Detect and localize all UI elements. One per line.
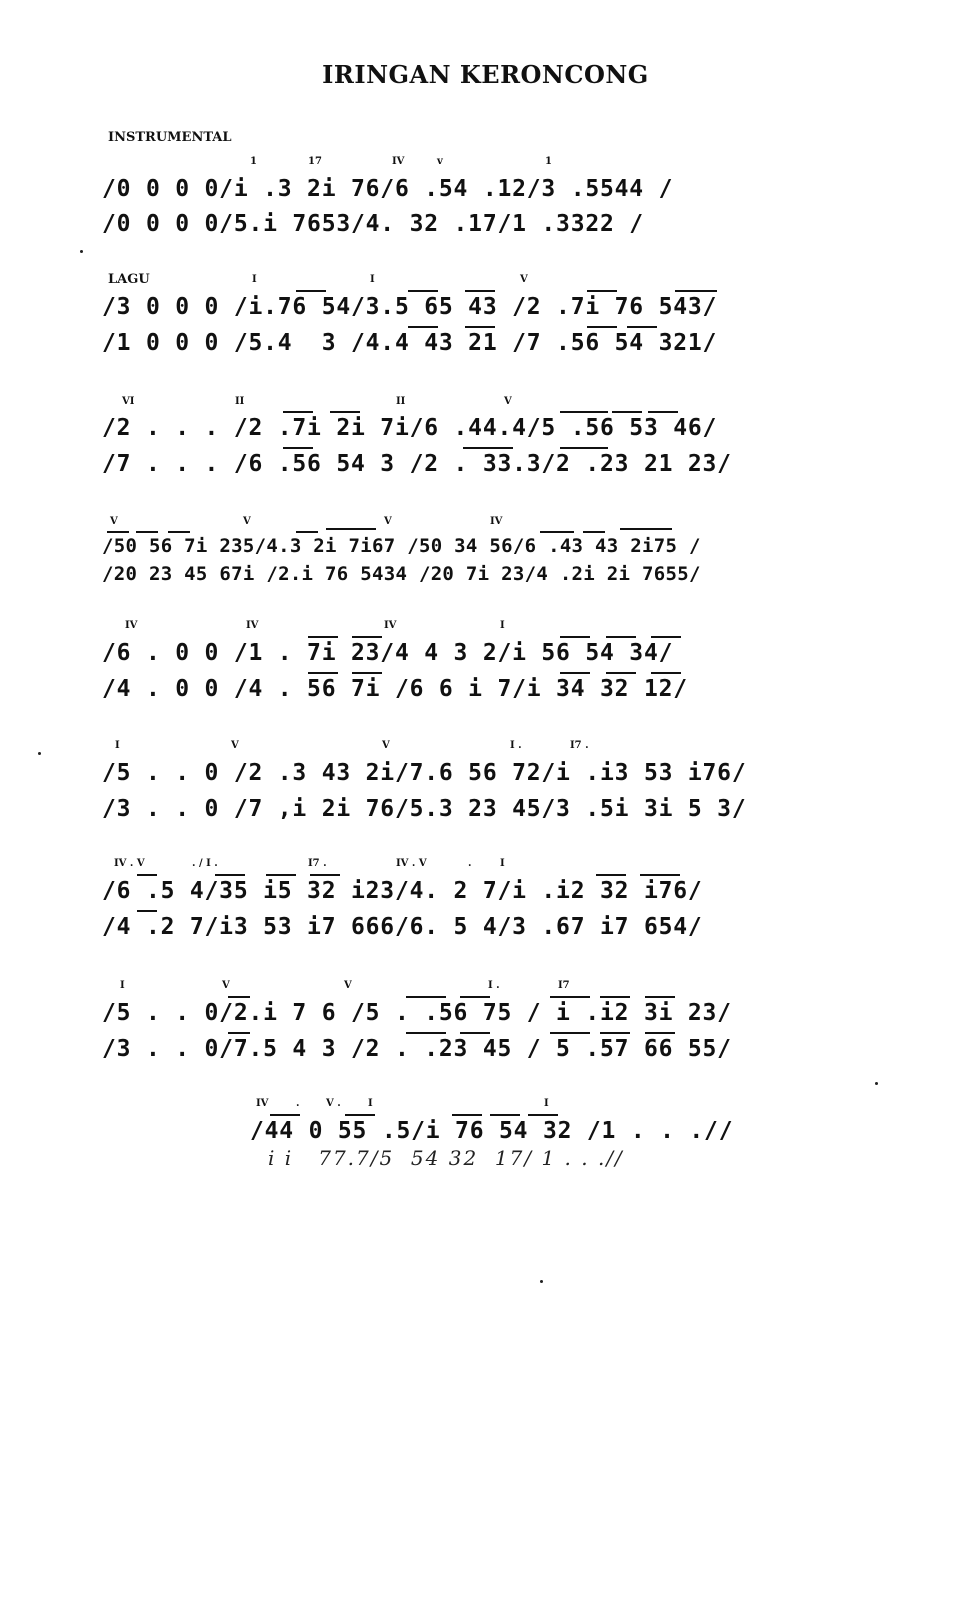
beam-line xyxy=(560,672,590,674)
notation-line: /3 . . 0 /7 ,i 2i 76/5.3 23 45/3 .5i 3i 5 3/ xyxy=(102,796,747,822)
beam-line xyxy=(651,672,681,674)
beam-line xyxy=(606,672,636,674)
beam-line xyxy=(406,996,446,998)
notation-line: /1 0 0 0 /5.4 3 /4.4 43 21 /7 .56 54 321/ xyxy=(102,330,718,356)
beam-line xyxy=(270,1114,300,1116)
beam-line xyxy=(490,1114,520,1116)
chord-symbol: I xyxy=(368,1098,373,1109)
beam-line xyxy=(136,531,158,533)
chord-symbol: I xyxy=(370,274,375,285)
chord-symbol: I7 . xyxy=(570,740,589,751)
beam-line xyxy=(560,636,590,638)
notation-line: /44 0 55 .5/i 76 54 32 /1 . . .// xyxy=(250,1118,734,1144)
chord-symbol: IV . V xyxy=(396,858,427,869)
chord-symbol: IV xyxy=(392,156,405,167)
chord-symbol: VI xyxy=(122,396,135,407)
chord-symbol: IV . V xyxy=(114,858,145,869)
handwritten-notation-line: i i 77.7/5 54 32 17/ 1 . . .// xyxy=(268,1146,624,1170)
beam-line xyxy=(308,636,338,638)
beam-line xyxy=(228,996,250,998)
beam-line xyxy=(560,447,608,449)
beam-line xyxy=(645,996,675,998)
chord-symbol: . xyxy=(468,858,472,869)
chord-row xyxy=(100,980,720,994)
chord-symbol: . xyxy=(296,1098,300,1109)
beam-line xyxy=(408,326,438,328)
notation-line: /5 . . 0/2.i 7 6 /5 . .56 75 / i .i2 3i 23/ xyxy=(102,1000,732,1026)
beam-line xyxy=(215,874,245,876)
chord-symbol: 17 xyxy=(308,156,322,167)
chord-symbol: I xyxy=(500,620,505,631)
chord-symbol: V xyxy=(231,740,239,751)
chord-row xyxy=(100,1098,720,1112)
scan-speck xyxy=(80,250,83,253)
beam-line xyxy=(606,636,636,638)
notation-line: /7 . . . /6 .56 54 3 /2 . 33.3/2 .23 21 23/ xyxy=(102,451,732,477)
beam-line xyxy=(528,1114,558,1116)
chord-symbol: V xyxy=(382,740,390,751)
notation-line: /3 0 0 0 /i.76 54/3.5 65 43 /2 .7i 76 543/ xyxy=(102,294,718,320)
notation-line: /50 56 7i 235/4.3 2i 7i67 /50 34 56/6 .43 43 2i75 / xyxy=(102,535,701,557)
chord-symbol: I7 . xyxy=(308,858,327,869)
chord-symbol: IV xyxy=(384,620,397,631)
chord-symbol: 1 xyxy=(545,156,552,167)
beam-line xyxy=(296,531,318,533)
chord-symbol: I7 xyxy=(558,980,570,991)
beam-line xyxy=(600,1032,630,1034)
notation-line: /5 . . 0 /2 .3 43 2i/7.6 56 72/i .i3 53 i76/ xyxy=(102,760,747,786)
section-label-instrumental: INSTRUMENTAL xyxy=(108,130,232,145)
page-title: IRINGAN KERONCONG xyxy=(322,60,649,89)
beam-line xyxy=(583,531,605,533)
chord-symbol: . / I . xyxy=(192,858,218,869)
beam-line xyxy=(620,528,672,530)
scan-speck xyxy=(38,752,41,755)
notation-line: /6 .5 4/35 i5 32 i23/4. 2 7/i .i2 32 i76/ xyxy=(102,878,703,904)
notation-line: /4 . 0 0 /4 . 56 7i /6 6 i 7/i 34 32 12/ xyxy=(102,676,688,702)
beam-line xyxy=(452,1114,482,1116)
beam-line xyxy=(228,1032,250,1034)
beam-line xyxy=(137,874,157,876)
beam-line xyxy=(168,531,190,533)
beam-line xyxy=(308,672,338,674)
beam-line xyxy=(408,290,438,292)
chord-symbol: IV xyxy=(246,620,259,631)
beam-line xyxy=(627,326,657,328)
chord-symbol: IV xyxy=(256,1098,269,1109)
beam-line xyxy=(137,910,157,912)
chord-row xyxy=(100,858,720,872)
beam-line xyxy=(283,411,313,413)
chord-symbol: v xyxy=(437,156,443,167)
chord-symbol: V xyxy=(384,516,392,527)
chord-symbol: V . xyxy=(326,1098,341,1109)
notation-line: /2 . . . /2 .7i 2i 7i/6 .44.4/5 .56 53 46/ xyxy=(102,415,718,441)
beam-line xyxy=(352,636,382,638)
chord-row xyxy=(100,274,720,288)
chord-symbol: I . xyxy=(510,740,522,751)
chord-row xyxy=(100,740,720,754)
beam-line xyxy=(283,447,313,449)
beam-line xyxy=(326,528,376,530)
beam-line xyxy=(587,290,617,292)
beam-line xyxy=(600,996,630,998)
chord-symbol: I xyxy=(115,740,120,751)
beam-line xyxy=(640,874,680,876)
chord-row xyxy=(100,620,720,634)
notation-line: /0 0 0 0/i .3 2i 76/6 .54 .12/3 .5544 / xyxy=(102,176,674,202)
chord-symbol: V xyxy=(243,516,251,527)
notation-line: /20 23 45 67i /2.i 76 5434 /20 7i 23/4 .2i 2i 7655/ xyxy=(102,563,701,585)
beam-line xyxy=(352,672,382,674)
chord-symbol: II xyxy=(235,396,245,407)
beam-line xyxy=(550,1032,590,1034)
chord-symbol: I xyxy=(500,858,505,869)
chord-row xyxy=(100,156,720,170)
beam-line xyxy=(460,996,490,998)
beam-line xyxy=(310,874,340,876)
notation-line: /6 . 0 0 /1 . 7i 23/4 4 3 2/i 56 54 34/ xyxy=(102,640,674,666)
chord-symbol: I xyxy=(252,274,257,285)
chord-symbol: II xyxy=(396,396,406,407)
chord-symbol: IV xyxy=(490,516,503,527)
beam-line xyxy=(266,874,296,876)
beam-line xyxy=(345,1114,375,1116)
chord-symbol: V xyxy=(504,396,512,407)
beam-line xyxy=(465,326,495,328)
beam-line xyxy=(675,290,717,292)
beam-line xyxy=(330,411,360,413)
beam-line xyxy=(596,874,626,876)
beam-line xyxy=(465,290,495,292)
beam-line xyxy=(406,1032,446,1034)
notation-line: /0 0 0 0/5.i 7653/4. 32 .17/1 .3322 / xyxy=(102,211,644,237)
chord-symbol: I . xyxy=(488,980,500,991)
beam-line xyxy=(651,636,681,638)
beam-line xyxy=(107,531,129,533)
chord-symbol: 1 xyxy=(250,156,257,167)
scan-speck xyxy=(540,1280,543,1283)
chord-row xyxy=(100,396,720,410)
chord-symbol: IV xyxy=(125,620,138,631)
chord-symbol: V xyxy=(344,980,352,991)
section-label-lagu: LAGU xyxy=(108,272,150,287)
beam-line xyxy=(296,290,326,292)
chord-symbol: I xyxy=(544,1098,549,1109)
beam-line xyxy=(550,996,590,998)
notation-line: /3 . . 0/7.5 4 3 /2 . .23 45 / 5 .57 66 55/ xyxy=(102,1036,732,1062)
beam-line xyxy=(648,411,678,413)
chord-symbol: V xyxy=(110,516,118,527)
beam-line xyxy=(612,411,642,413)
beam-line xyxy=(560,411,608,413)
beam-line xyxy=(463,447,513,449)
chord-symbol: V xyxy=(520,274,528,285)
notation-line: /4 .2 7/i3 53 i7 666/6. 5 4/3 .67 i7 654/ xyxy=(102,914,703,940)
beam-line xyxy=(587,326,617,328)
chord-symbol: V xyxy=(222,980,230,991)
beam-line xyxy=(540,531,574,533)
beam-line xyxy=(645,1032,675,1034)
scan-speck xyxy=(875,1082,878,1085)
chord-symbol: I xyxy=(120,980,125,991)
beam-line xyxy=(460,1032,490,1034)
